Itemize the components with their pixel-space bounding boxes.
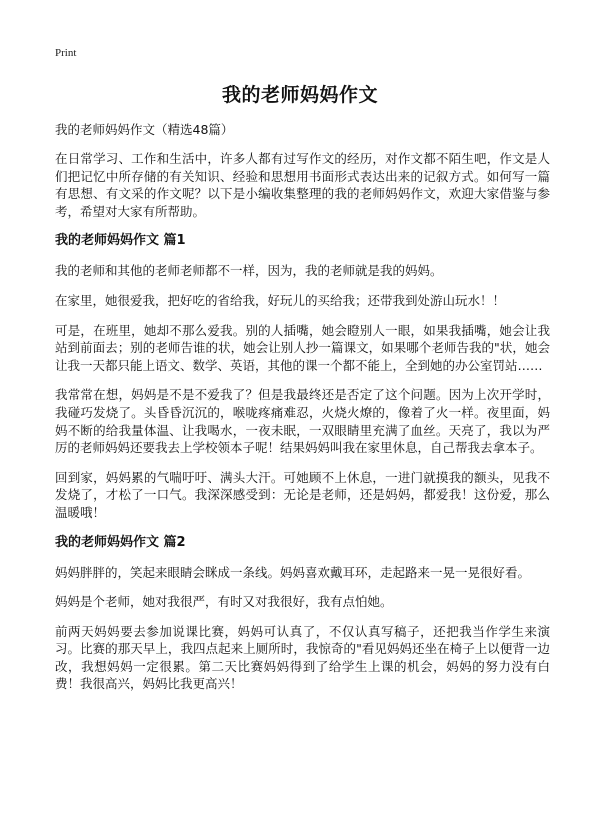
document-title: 我的老师妈妈作文 xyxy=(221,84,378,106)
paragraph: 可是，在班里，她却不那么爱我。别的人插嘴，她会瞪别人一眼，如果我插嘴，她会让我站到前面去；别的老师告谁的状，她会让别人抄一篇课文，如果哪个老师告我的"状，她会让我一天都只能上语文、数学、英语，其他的课一个都不能上，全到她的办公室罚站…… xyxy=(55,322,550,373)
section-heading: 我的老师妈妈作文 篇2 xyxy=(55,534,186,550)
section-heading: 我的老师妈妈作文 篇1 xyxy=(55,233,186,249)
paragraph: 回到家，妈妈累的气喘吁吁、满头大汗。可她顾不上休息，一进门就摸我的额头，见我不发烧了，才松了一口气。我深深感受到：无论是老师，还是妈妈，都爱我！这份爱，那么温暖哦！ xyxy=(55,469,550,520)
paragraph: 我的老师和其他的老师老师都不一样，因为，我的老师就是我的妈妈。 xyxy=(55,263,443,279)
intro-paragraph: 在日常学习、工作和生活中，许多人都有过写作文的经历，对作文都不陌生吧，作文是人们把记忆中所存储的有关知识、经验和思想用书面形式表达出来的记叙方式。如何写一篇有思想、有文采的作文呢？以下是小编收集整理的我的老师妈妈作文，欢迎大家借鉴与参考，希望对大家有所帮助。 xyxy=(55,151,550,219)
paragraph: 我常常在想，妈妈是不是不爱我了？但是我最终还是否定了这个问题。因为上次开学时，我碰巧发烧了。头昏昏沉沉的，喉咙疼痛难忍，火烧火燎的，像着了火一样。夜里面，妈妈不断的给我量体温、让我喝水，一夜未眠，一双眼睛里充满了血丝。天亮了，我以为严厉的老师妈妈还要我去上学校领本子呢！结果妈妈叫我在家里休息，自己帮我去拿本子。 xyxy=(55,387,550,456)
paragraph: 妈妈是个老师，她对我很严，有时又对我很好，我有点怕她。 xyxy=(55,594,393,610)
paragraph: 妈妈胖胖的，笑起来眼睛会眯成一条线。妈妈喜欢戴耳环，走起路来一晃一晃很好看。 xyxy=(55,564,531,580)
document-body xyxy=(55,121,550,705)
print-link[interactable]: Print xyxy=(55,47,77,59)
document-subtitle: 我的老师妈妈作文（精选48篇） xyxy=(55,122,234,137)
paragraph: 在家里，她很爱我，把好吃的省给我，好玩儿的买给我；还带我到处游山玩水！！ xyxy=(55,292,506,308)
paragraph: 前两天妈妈要去参加说课比赛，妈妈可认真了，不仅认真写稿子，还把我当作学生来演习。比赛的那天早上，我四点起来上厕所时，我惊奇的"看见妈妈还坐在椅子上以便背一边改，我想妈妈一定很累。第二天比赛妈妈得到了给学生上课的机会，妈妈的努力没有白费！我很高兴，妈妈比我更高兴！ xyxy=(55,623,550,692)
